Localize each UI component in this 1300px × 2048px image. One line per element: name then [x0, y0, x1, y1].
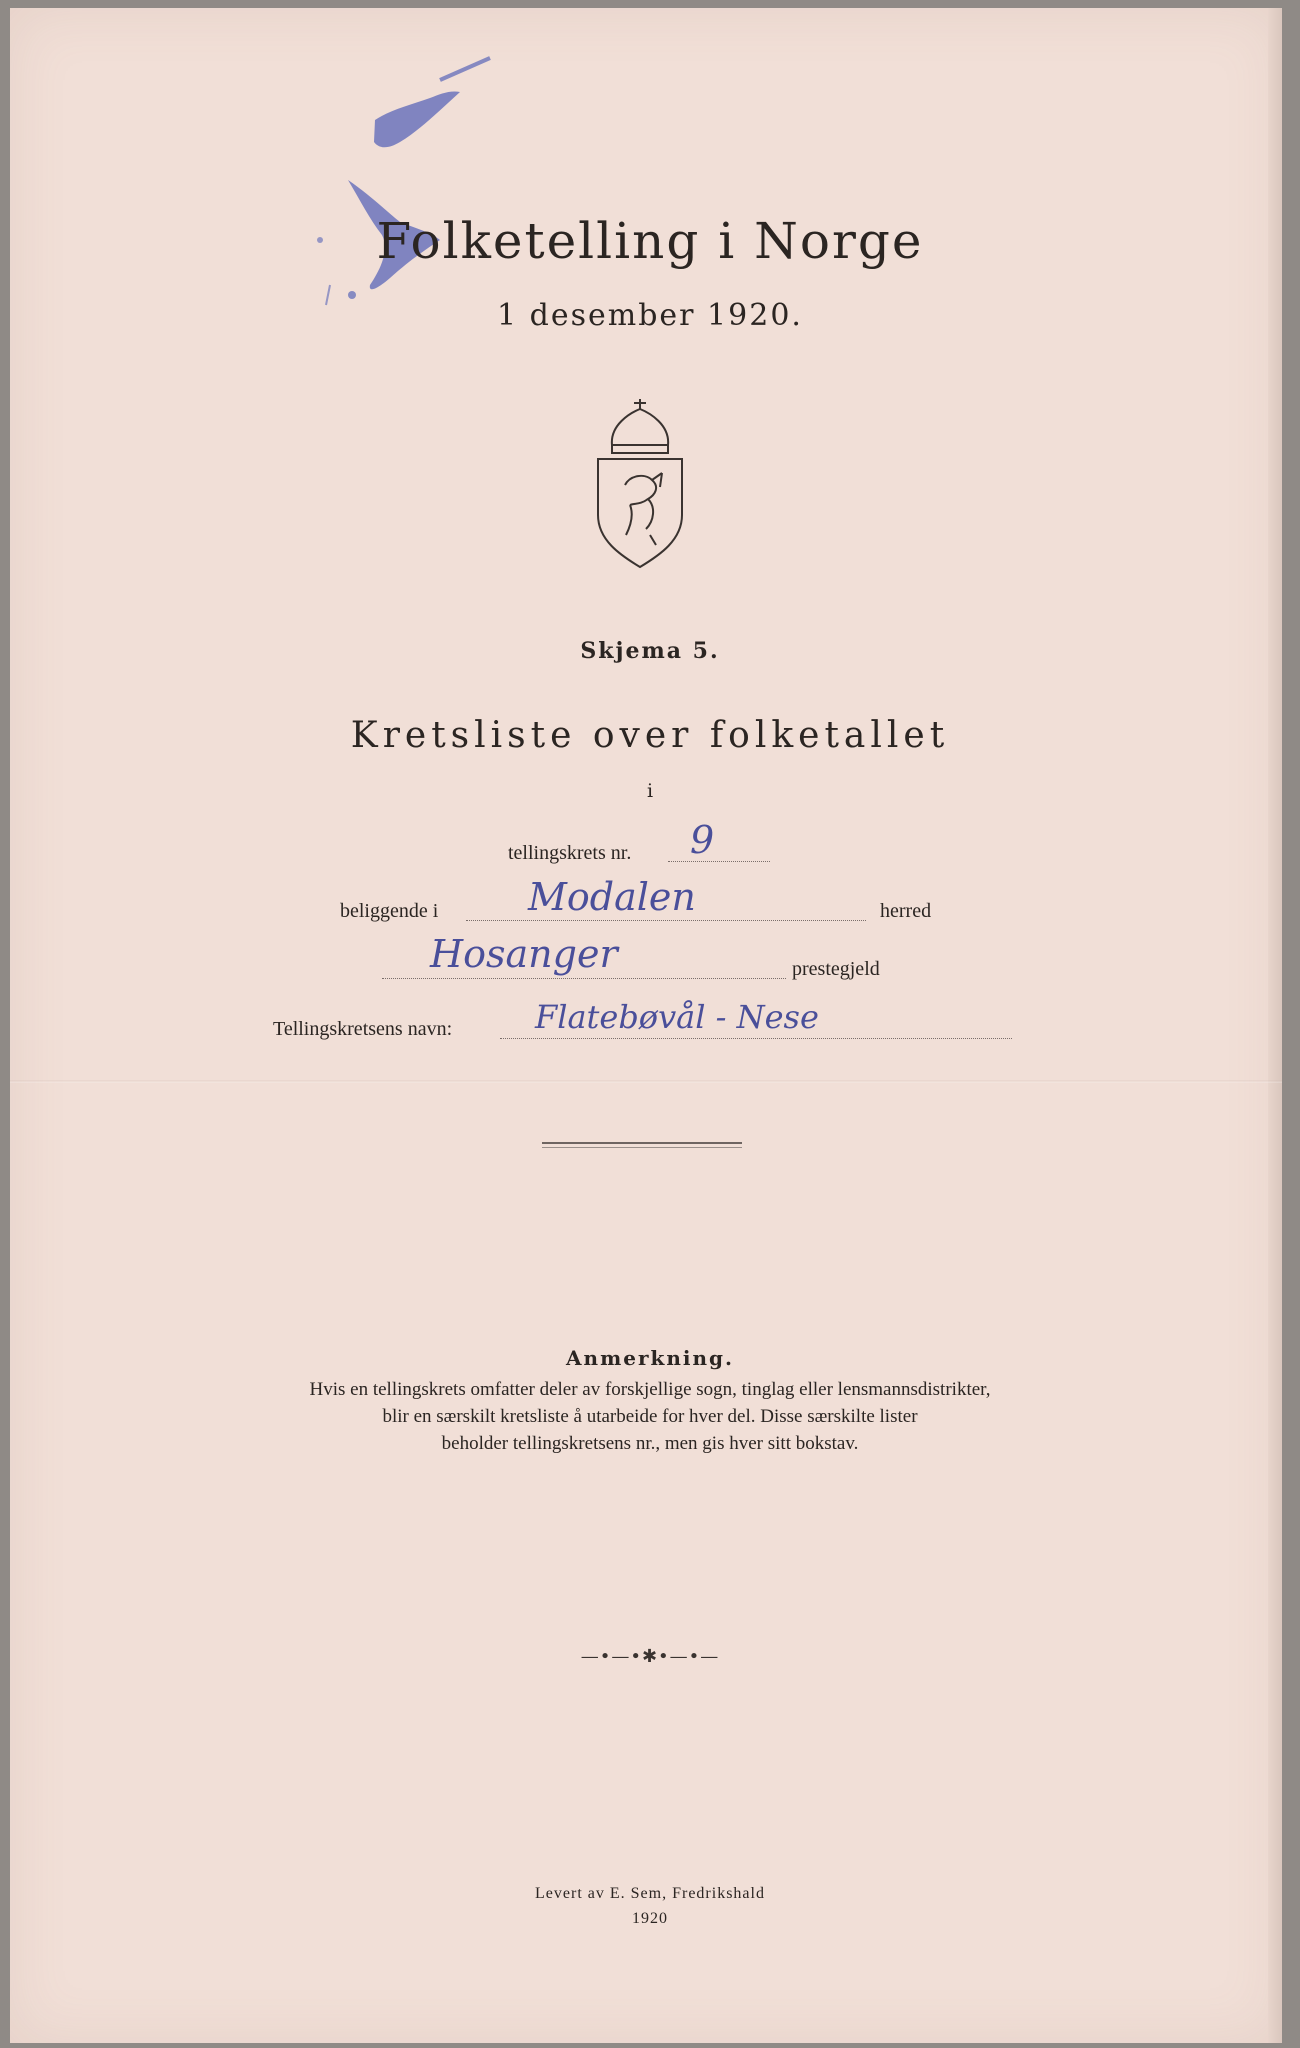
- remark-line-2: blir en særskilt kretsliste å utarbeide for hver del. Disse særskilte lister: [382, 1406, 918, 1427]
- district-name-line: [500, 1038, 1012, 1039]
- printer-credit: Levert av E. Sem, Fredrikshald: [535, 1885, 765, 1902]
- remark-text: [0, 1376, 1300, 1457]
- district-name-value: Flatebøvål - Nese: [535, 998, 819, 1036]
- parish-line: [382, 978, 786, 979]
- located-label: beliggende i: [340, 900, 439, 922]
- ink-stain-icon: [290, 50, 520, 330]
- remark-line-1: Hvis en tellingskrets omfatter deler av forskjellige sogn, tinglag eller lensmannsdistrikter,: [309, 1379, 991, 1400]
- municipality-value: Modalen: [528, 875, 696, 919]
- parish-label: prestegjeld: [792, 958, 880, 980]
- norway-coat-of-arms-icon: [590, 395, 690, 570]
- district-number-value: 9: [690, 818, 715, 862]
- herred-label: herred: [880, 900, 932, 922]
- municipality-line: [466, 920, 866, 921]
- district-number-line: [668, 861, 770, 862]
- remark-line-3: beholder tellingskretsens nr., men gis hver sitt bokstav.: [441, 1433, 859, 1454]
- parish-value: Hosanger: [430, 932, 618, 976]
- printer-year: 1920: [632, 1910, 668, 1927]
- schema-label: Skjema 5.: [580, 638, 720, 664]
- ornament-divider: —•—•✱•—•—: [580, 1646, 720, 1667]
- document-title: Folketelling i Norge: [376, 212, 924, 270]
- district-number-label: tellingskrets nr.: [508, 842, 632, 864]
- remark-title: Anmerkning.: [566, 1346, 734, 1370]
- page-fold: [10, 1080, 1282, 1083]
- census-date: 1 desember 1920.: [497, 298, 803, 333]
- district-name-label: Tellingskretsens navn:: [273, 1018, 453, 1040]
- divider-rule-thin: [542, 1147, 742, 1148]
- preposition-label: i: [646, 780, 654, 802]
- divider-rule: [542, 1142, 742, 1144]
- form-heading: Kretsliste over folketallet: [350, 715, 950, 756]
